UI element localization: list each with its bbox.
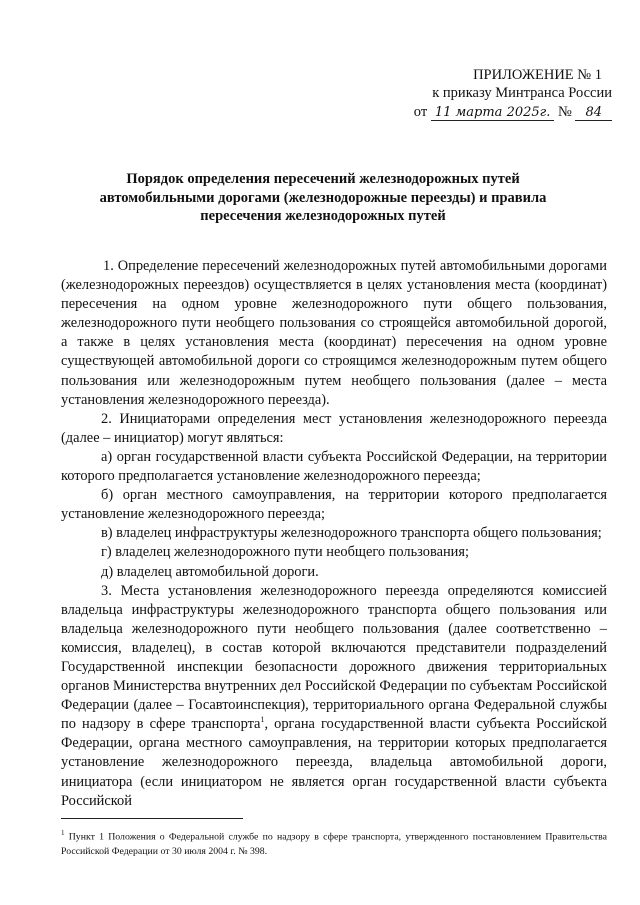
order-reference: к приказу Минтранса России bbox=[432, 85, 612, 101]
footnote-mark: 1 bbox=[61, 829, 65, 837]
paragraph-2c: в) владелец инфраструктуры железнодорожного транспорта общего пользования; bbox=[101, 525, 602, 542]
paragraph-2b: б) орган местного самоуправления, на территории которого предполагается установление железнодорожного переезда; bbox=[61, 487, 607, 523]
title-line-2: автомобильными дорогами (железнодорожные переезды) и правила bbox=[99, 189, 547, 206]
appendix-header bbox=[414, 66, 612, 122]
order-date-number-line bbox=[414, 103, 612, 122]
paragraph-2: 2. Инициаторами определения мест установления железнодорожного переезда (далее – инициатор) могут являться: bbox=[61, 410, 607, 446]
paragraph-3 bbox=[61, 582, 607, 811]
title-line-3: пересечения железнодорожных путей bbox=[200, 208, 446, 224]
date-prefix: от bbox=[413, 104, 428, 120]
footnote-reference: 1 bbox=[260, 715, 265, 725]
paragraph-2a: а) орган государственной власти субъекта Российской Федерации, на территории которого предполагается установление железнодорожного переезда; bbox=[61, 448, 607, 485]
paragraph-3-text-part1: 3. Места установления железнодорожного переезда определяются комиссией владельца инфраструктуры железнодорожного транспорта общего пользования или владельца железнодорожного пути необщего пользования (далее соответственно – комиссия, владелец), в состав которой включаются представители подразделений Государственной инспекции безопасности дорожного движения территориальных органов Министерства внутренних дел Российской Федерации по субъектам Российской Федерации (далее – Госавтоинспекция), территориального органа Федеральной службы по надзору в сфере транспорта bbox=[61, 582, 607, 733]
paragraph-2e: д) владелец автомобильной дороги. bbox=[101, 563, 319, 580]
document-title bbox=[60, 170, 586, 226]
footnote-divider bbox=[61, 818, 243, 819]
appendix-title: ПРИЛОЖЕНИЕ № 1 bbox=[473, 67, 602, 83]
paragraph-3-text-part2: , органа государственной власти субъекта Российской Федерации, органа местного самоуправления, на территории которых предполагается установление железнодорожного переезда, владельца автомобильной дороги, инициатора (если инициатором не является орган государственной власти субъекта Российской bbox=[61, 716, 607, 809]
document-body bbox=[61, 257, 607, 811]
footnote bbox=[61, 826, 607, 859]
number-prefix: № bbox=[557, 104, 572, 120]
footnote-text: Пункт 1 Положения о Федеральной службе по надзору в сфере транспорта, утвержденного постановлением Правительства Российской Федерации от 30 июля 2004 г. № 398. bbox=[61, 831, 607, 858]
paragraph-1: 1. Определение пересечений железнодорожных путей автомобильными дорогами (железнодорожных переездов) осуществляется в целях установления места (координат) пересечения на одном уровне железнодорожного пути общего пользования, железнодорожного пути необщего пользования со строящейся автомобильной дорогой, а также в целях установления места (координат) пересечения на одном уровне существующей автомобильной дороги со строящимся железнодорожным путем общего пользования или железнодорожным путем необщего пользования (далее – места установления железнодорожного переезда). bbox=[61, 258, 607, 408]
paragraph-2d: г) владелец железнодорожного пути необщего пользования; bbox=[101, 544, 469, 561]
handwritten-date: 11 марта 2025г. bbox=[431, 105, 555, 121]
handwritten-number: 84 bbox=[575, 105, 612, 121]
title-line-1: Порядок определения пересечений железнодорожных путей bbox=[126, 171, 520, 187]
